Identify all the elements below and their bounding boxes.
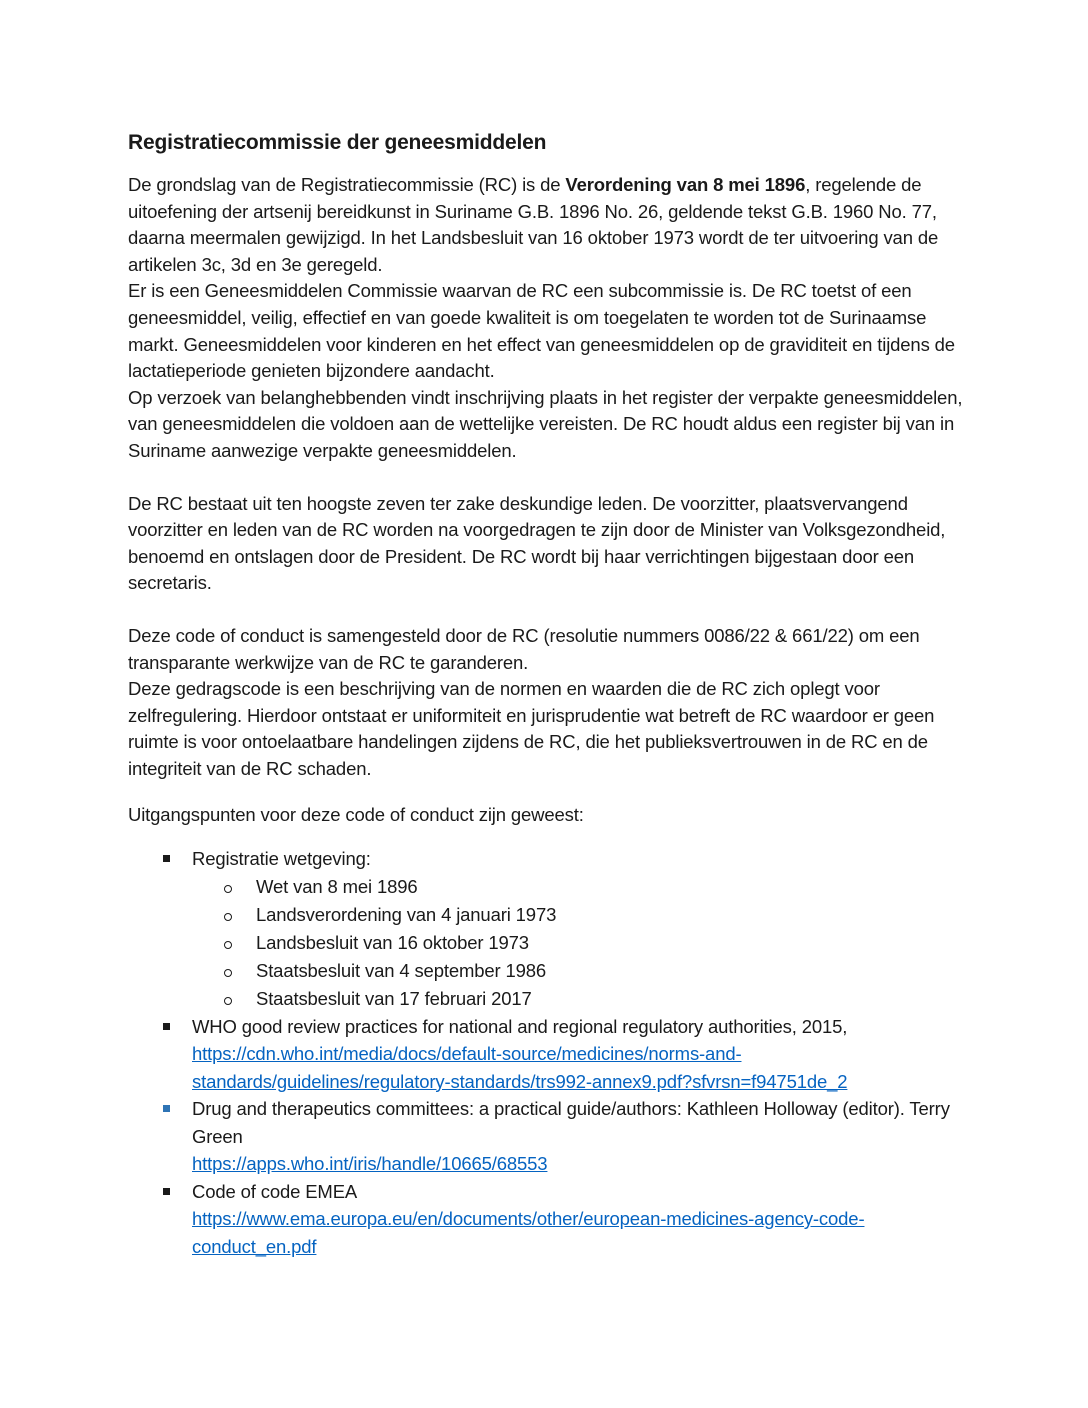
sublist-item-label: Wet van 8 mei 1896 <box>256 875 418 897</box>
sublist-item <box>192 929 968 957</box>
starting-points-list <box>128 845 968 1260</box>
page-title: Registratiecommissie der geneesmiddelen <box>128 131 547 154</box>
legislation-sublist <box>192 873 968 1013</box>
document-page <box>128 128 968 1260</box>
list-item-emea-code <box>128 1178 968 1261</box>
emea-code-link[interactable]: https://www.ema.europa.eu/en/documents/other/european-medicines-agency-code-conduct_en.pdf <box>192 1208 865 1257</box>
list-item-label: Drug and therapeutics committees: a practical guide/authors: Kathleen Holloway (editor). Terry Green <box>192 1098 950 1147</box>
paragraph-legal-basis <box>128 172 968 278</box>
sublist-item-label: Staatsbesluit van 17 februari 2017 <box>256 987 532 1009</box>
circle-bullet-icon <box>224 969 232 977</box>
list-item-label: WHO good review practices for national and regional regulatory authorities, 2015, <box>192 1015 848 1037</box>
list-item-label: Code of code EMEA <box>192 1180 358 1202</box>
list-item-registration-legislation <box>128 845 968 1013</box>
paragraph-self-regulation: Deze gedragscode is een beschrijving van de normen en waarden die de RC zich oplegt voor zelfregulering. Hierdoor ontstaat er uniformiteit en jurisprudentie wat betreft de RC waardoor er geen ruimte is voor ontoelaatbare handelingen zijdens de RC, die het publieksvertrouwen in de RC en de integriteit van de RC schaden. <box>128 678 935 779</box>
square-bullet-icon <box>163 855 170 862</box>
paragraph-code-of-conduct: Deze code of conduct is samengesteld door de RC (resolutie nummers 0086/22 & 661/22) om een transparante werkwijze van de RC te garanderen. <box>128 624 920 673</box>
sublist-item <box>192 901 968 929</box>
sublist-item <box>192 957 968 985</box>
legal-basis-intro: De grondslag van de Registratiecommissie (RC) is de <box>128 174 566 195</box>
square-bullet-icon <box>163 1188 170 1195</box>
paragraph-commission: Er is een Geneesmiddelen Commissie waarvan de RC een subcommissie is. De RC toetst of een geneesmiddel, veilig, effectief en van goede kwaliteit is om toegelaten te worden tot de Surinaamse markt. Geneesmiddelen voor kinderen en het effect van geneesmiddelen op de graviditeit en tijdens de lactatieperiode genieten bijzondere aandacht. <box>128 280 955 382</box>
paragraph-register: Op verzoek van belanghebbenden vindt inschrijving plaats in het register der verpakte geneesmiddelen, van geneesmiddelen die voldoen aan de wettelijke vereisten. De RC houdt aldus een register bij van in Suriname aanwezige verpakte geneesmiddelen. <box>128 386 963 461</box>
sublist-item-label: Landsverordening van 4 januari 1973 <box>256 903 557 925</box>
circle-bullet-icon <box>224 885 232 893</box>
legal-basis-ordinance: Verordening van 8 mei 1896 <box>565 174 806 195</box>
legal-basis-details: , regelende de uitoefening der artsenij bereidkunst in Suriname G.B. 1896 No. 26, geldende tekst G.B. 1960 No. 77, daarna meermalen gewijzigd. In het Landsbesluit van 16 oktober 1973 wordt de ter uitvoering van de artikelen 3c, 3d en 3e geregeld. <box>128 174 939 275</box>
paragraph-membership: De RC bestaat uit ten hoogste zeven ter zake deskundige leden. De voorzitter, plaatsvervangend voorzitter en leden van de RC worden na voorgedragen te zijn door de Minister van Volksgezondheid, benoemd en ontslagen door de President. De RC wordt bij haar verrichtingen bijgestaan door een secretaris. <box>128 492 946 594</box>
circle-bullet-icon <box>224 941 232 949</box>
circle-bullet-icon <box>224 997 232 1005</box>
sublist-item <box>192 873 968 901</box>
sublist-item-label: Staatsbesluit van 4 september 1986 <box>256 959 547 981</box>
list-item-who-review-practices <box>128 1013 968 1096</box>
who-review-practices-link[interactable]: https://cdn.who.int/media/docs/default-source/medicines/norms-and-standards/guidelines/regulatory-standards/trs992-annex9.pdf?sfvrsn=f94751de_2 <box>192 1043 848 1092</box>
circle-bullet-icon <box>224 913 232 921</box>
starting-points-label: Uitgangspunten voor deze code of conduct zijn geweest: <box>128 804 584 826</box>
sublist-item <box>192 985 968 1013</box>
square-bullet-icon <box>163 1105 170 1112</box>
square-bullet-icon <box>163 1023 170 1030</box>
sublist-item-label: Landsbesluit van 16 oktober 1973 <box>256 931 529 953</box>
list-item-therapeutics-committees <box>128 1095 968 1178</box>
list-item-label: Registratie wetgeving: <box>192 848 371 870</box>
therapeutics-committees-link[interactable]: https://apps.who.int/iris/handle/10665/68553 <box>192 1153 548 1175</box>
